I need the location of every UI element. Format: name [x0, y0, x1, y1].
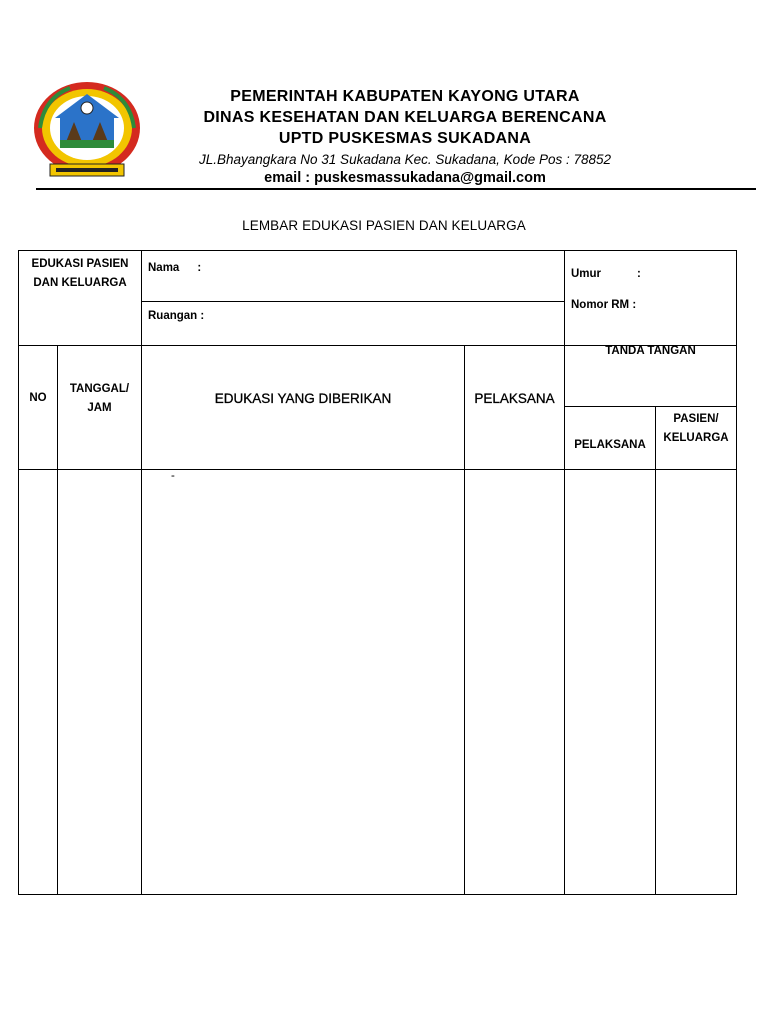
- section-label-line2: DAN KELUARGA: [33, 277, 127, 289]
- letterhead-divider: [36, 188, 756, 190]
- col-line-no: [57, 345, 58, 895]
- table-border-left: [18, 250, 19, 895]
- umur-field[interactable]: [571, 265, 641, 284]
- nomor-rm-label: Nomor RM :: [571, 299, 637, 311]
- edukasi-entry-mark: -: [171, 470, 175, 482]
- letterhead-address: JL.Bhayangkara No 31 Sukadana Kec. Sukadana, Kode Pos : 78852: [198, 152, 612, 167]
- col-header-tanggal-line1: TANGGAL/: [69, 383, 130, 395]
- nama-label: Nama: [148, 262, 180, 274]
- col-header-ttd-pasien-line2: KELUARGA: [663, 432, 729, 444]
- col-line-pelaksana: [564, 345, 565, 895]
- section-label: [20, 255, 140, 293]
- table-border-top: [18, 250, 737, 251]
- col-header-edukasi: EDUKASI YANG DIBERIKAN: [214, 391, 392, 406]
- info-divider-right: [564, 250, 565, 345]
- ttd-subheader-line: [564, 406, 737, 407]
- col-header-pelaksana: PELAKSANA: [474, 391, 555, 406]
- nama-colon: :: [197, 262, 202, 274]
- document-title: LEMBAR EDUKASI PASIEN DAN KELUARGA: [242, 218, 526, 233]
- education-form-table: [18, 250, 737, 895]
- col-header-ttd-pasien-line1: PASIEN/: [673, 413, 719, 425]
- section-label-line1: EDUKASI PASIEN: [31, 258, 129, 270]
- col-header-tanda-tangan: TANDA TANGAN: [605, 345, 696, 357]
- col-line-edukasi: [464, 345, 465, 895]
- nomor-rm-field[interactable]: [571, 296, 636, 315]
- umur-colon: :: [637, 268, 641, 280]
- col-header-tanggal-line2: JAM: [87, 402, 112, 414]
- umur-label: Umur: [571, 268, 602, 280]
- col-header-no: NO: [29, 392, 47, 404]
- letterhead-government: PEMERINTAH KABUPATEN KAYONG UTARA: [230, 88, 580, 105]
- letterhead-email: email : puskesmassukadana@gmail.com: [264, 170, 546, 186]
- letterhead-department: DINAS KESEHATAN DAN KELUARGA BERENCANA: [203, 109, 607, 126]
- letterhead: [160, 86, 650, 188]
- info-divider-nama: [141, 301, 564, 302]
- ruangan-label: Ruangan :: [148, 310, 205, 322]
- letterhead-unit: UPTD PUSKESMAS SUKADANA: [278, 130, 532, 147]
- table-border-bottom: [18, 894, 737, 895]
- nama-field[interactable]: [148, 259, 201, 278]
- col-header-ttd-pelaksana: PELAKSANA: [574, 439, 646, 451]
- col-line-ttd: [655, 406, 656, 895]
- table-border-right: [736, 250, 737, 895]
- kabupaten-emblem-logo: [30, 78, 144, 182]
- edukasi-entry-area[interactable]: [142, 470, 464, 894]
- info-divider-left: [141, 250, 142, 345]
- col-header-ttd-pasien: [656, 410, 736, 448]
- col-header-tanggal: [58, 380, 141, 418]
- ruangan-field[interactable]: [148, 307, 204, 326]
